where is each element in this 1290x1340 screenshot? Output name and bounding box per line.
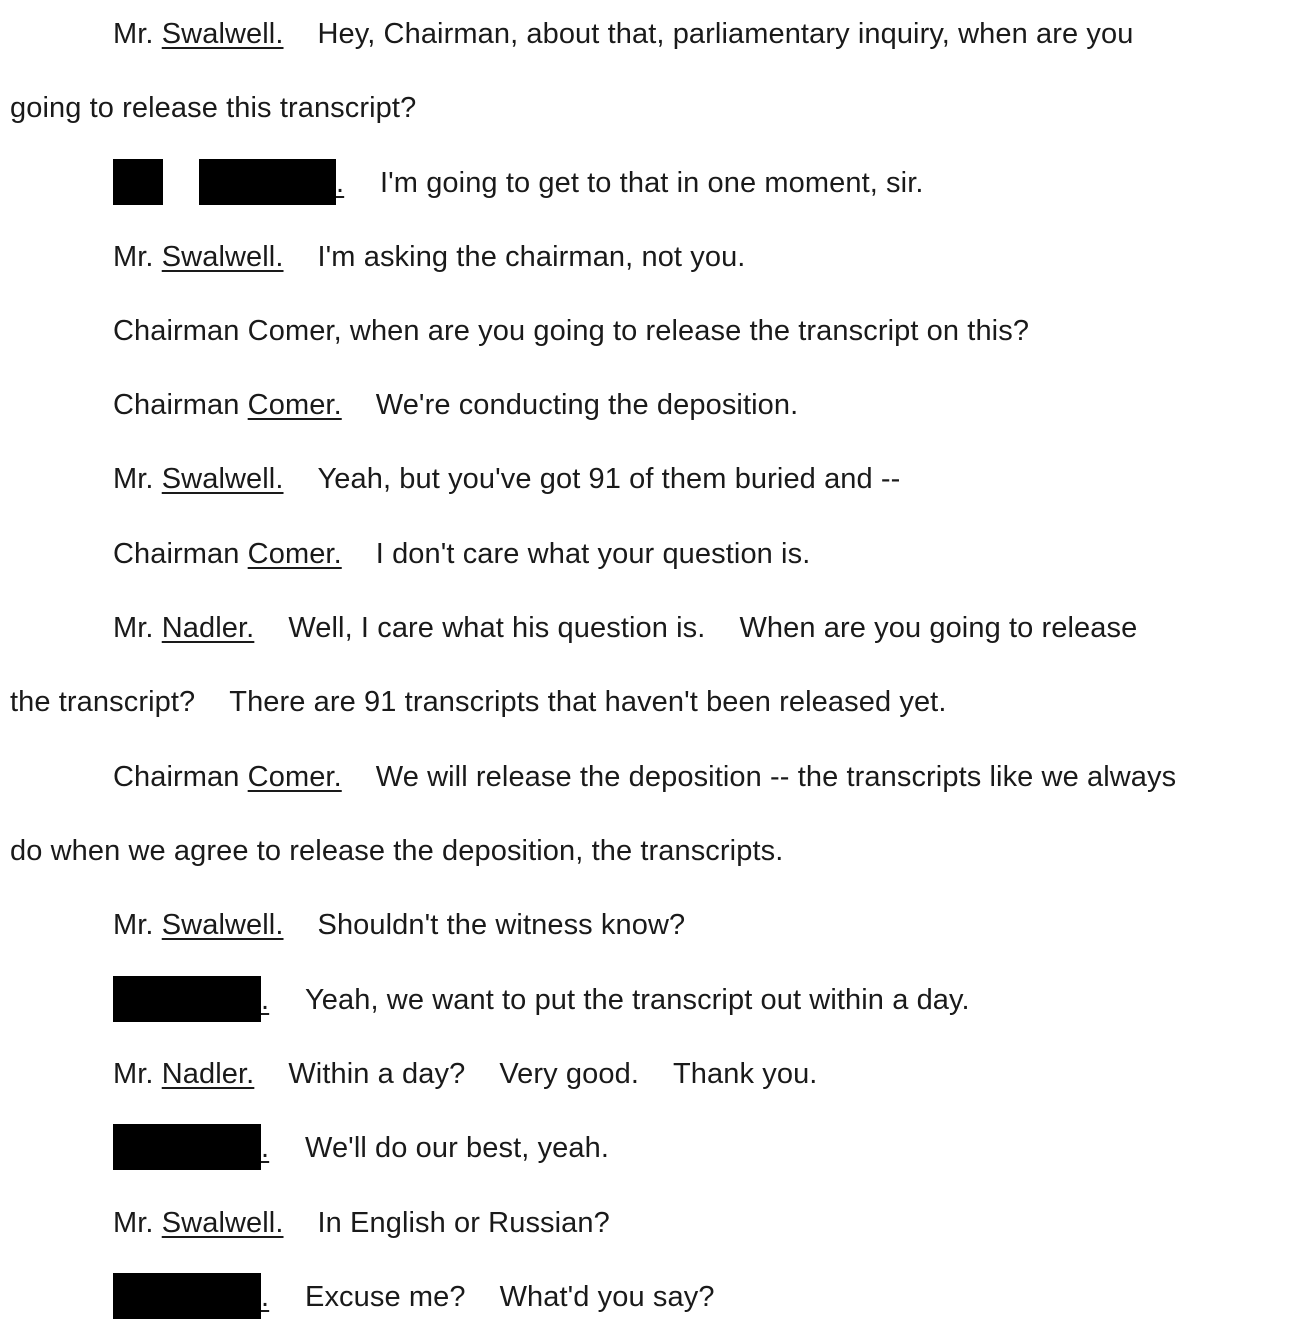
- transcript-line: [0, 825, 1290, 877]
- speaker-prefix: Mr.: [113, 18, 162, 50]
- spoken-text: do when we agree to release the deposition, the transcripts.: [10, 835, 784, 867]
- speaker-prefix: Mr.: [113, 1058, 162, 1090]
- redaction-block: [113, 1124, 261, 1170]
- redaction-block: [199, 159, 336, 205]
- speaker-name: Swalwell.: [161, 909, 284, 941]
- speaker-name: Nadler.: [161, 612, 255, 644]
- speaker-name: Comer.: [247, 538, 342, 570]
- transcript-line: [0, 453, 1290, 505]
- transcript-line: [0, 974, 1290, 1026]
- speaker-name: Comer.: [247, 761, 342, 793]
- transcript-line: [0, 1122, 1290, 1174]
- speaker-name: Swalwell.: [161, 241, 284, 273]
- spoken-text: Within a day?: [288, 1058, 466, 1090]
- transcript-line: [0, 231, 1290, 283]
- spoken-text: When are you going to release: [739, 612, 1138, 644]
- redacted-speaker-period: .: [261, 1281, 270, 1313]
- speaker-prefix: Mr.: [113, 612, 162, 644]
- transcript-line: [0, 305, 1290, 357]
- spoken-text: We will release the deposition -- the transcripts like we always: [375, 761, 1177, 793]
- spoken-text: I'm asking the chairman, not you.: [317, 241, 746, 273]
- transcript-line: [0, 602, 1290, 654]
- spoken-text: There are 91 transcripts that haven't been released yet.: [229, 686, 947, 718]
- speaker-prefix: Mr.: [113, 241, 162, 273]
- spoken-text: Shouldn't the witness know?: [317, 909, 686, 941]
- spoken-text: going to release this transcript?: [10, 92, 417, 124]
- transcript-line: [0, 676, 1290, 728]
- speaker-prefix: Chairman: [113, 761, 248, 793]
- spoken-text: Thank you.: [672, 1058, 818, 1090]
- speaker-name: Swalwell.: [161, 463, 284, 495]
- spoken-text: We're conducting the deposition.: [375, 389, 799, 421]
- transcript-line: [0, 82, 1290, 134]
- spoken-text: Hey, Chairman, about that, parliamentary inquiry, when are you: [317, 18, 1134, 50]
- redaction-block: [113, 159, 163, 205]
- spoken-text: Well, I care what his question is.: [288, 612, 706, 644]
- transcript-line: [0, 1271, 1290, 1323]
- transcript-line: [0, 1197, 1290, 1249]
- speaker-prefix: Mr.: [113, 463, 162, 495]
- spoken-text: We'll do our best, yeah.: [305, 1132, 610, 1164]
- spoken-text: Yeah, but you've got 91 of them buried and --: [317, 463, 901, 495]
- redacted-speaker-period: .: [336, 167, 345, 199]
- speaker-name: Swalwell.: [161, 18, 284, 50]
- transcript-line: [0, 899, 1290, 951]
- transcript-line: [0, 157, 1290, 209]
- spoken-text: I don't care what your question is.: [375, 538, 811, 570]
- spoken-text: the transcript?: [10, 686, 196, 718]
- transcript-line: [0, 8, 1290, 60]
- redacted-speaker-period: .: [261, 984, 270, 1016]
- speaker-prefix: Mr.: [113, 1207, 162, 1239]
- redaction-block: [113, 1273, 261, 1319]
- redaction-block: [113, 976, 261, 1022]
- transcript-line: [0, 1048, 1290, 1100]
- speaker-name: Swalwell.: [161, 1207, 284, 1239]
- speaker-prefix: Mr.: [113, 909, 162, 941]
- spoken-text: In English or Russian?: [317, 1207, 610, 1239]
- transcript-line: [0, 379, 1290, 431]
- spoken-text: Excuse me?: [305, 1281, 466, 1313]
- speaker-prefix: Chairman: [113, 538, 248, 570]
- spoken-text: Chairman Comer, when are you going to release the transcript on this?: [113, 315, 1030, 347]
- spoken-text: I'm going to get to that in one moment, sir.: [380, 167, 924, 199]
- speaker-name: Nadler.: [161, 1058, 255, 1090]
- speaker-prefix: Chairman: [113, 389, 248, 421]
- transcript-line: [0, 528, 1290, 580]
- transcript-line: [0, 751, 1290, 803]
- spoken-text: Very good.: [499, 1058, 639, 1090]
- redacted-speaker-period: .: [261, 1132, 270, 1164]
- speaker-name: Comer.: [247, 389, 342, 421]
- spoken-text: Yeah, we want to put the transcript out within a day.: [305, 984, 970, 1016]
- spoken-text: What'd you say?: [499, 1281, 715, 1313]
